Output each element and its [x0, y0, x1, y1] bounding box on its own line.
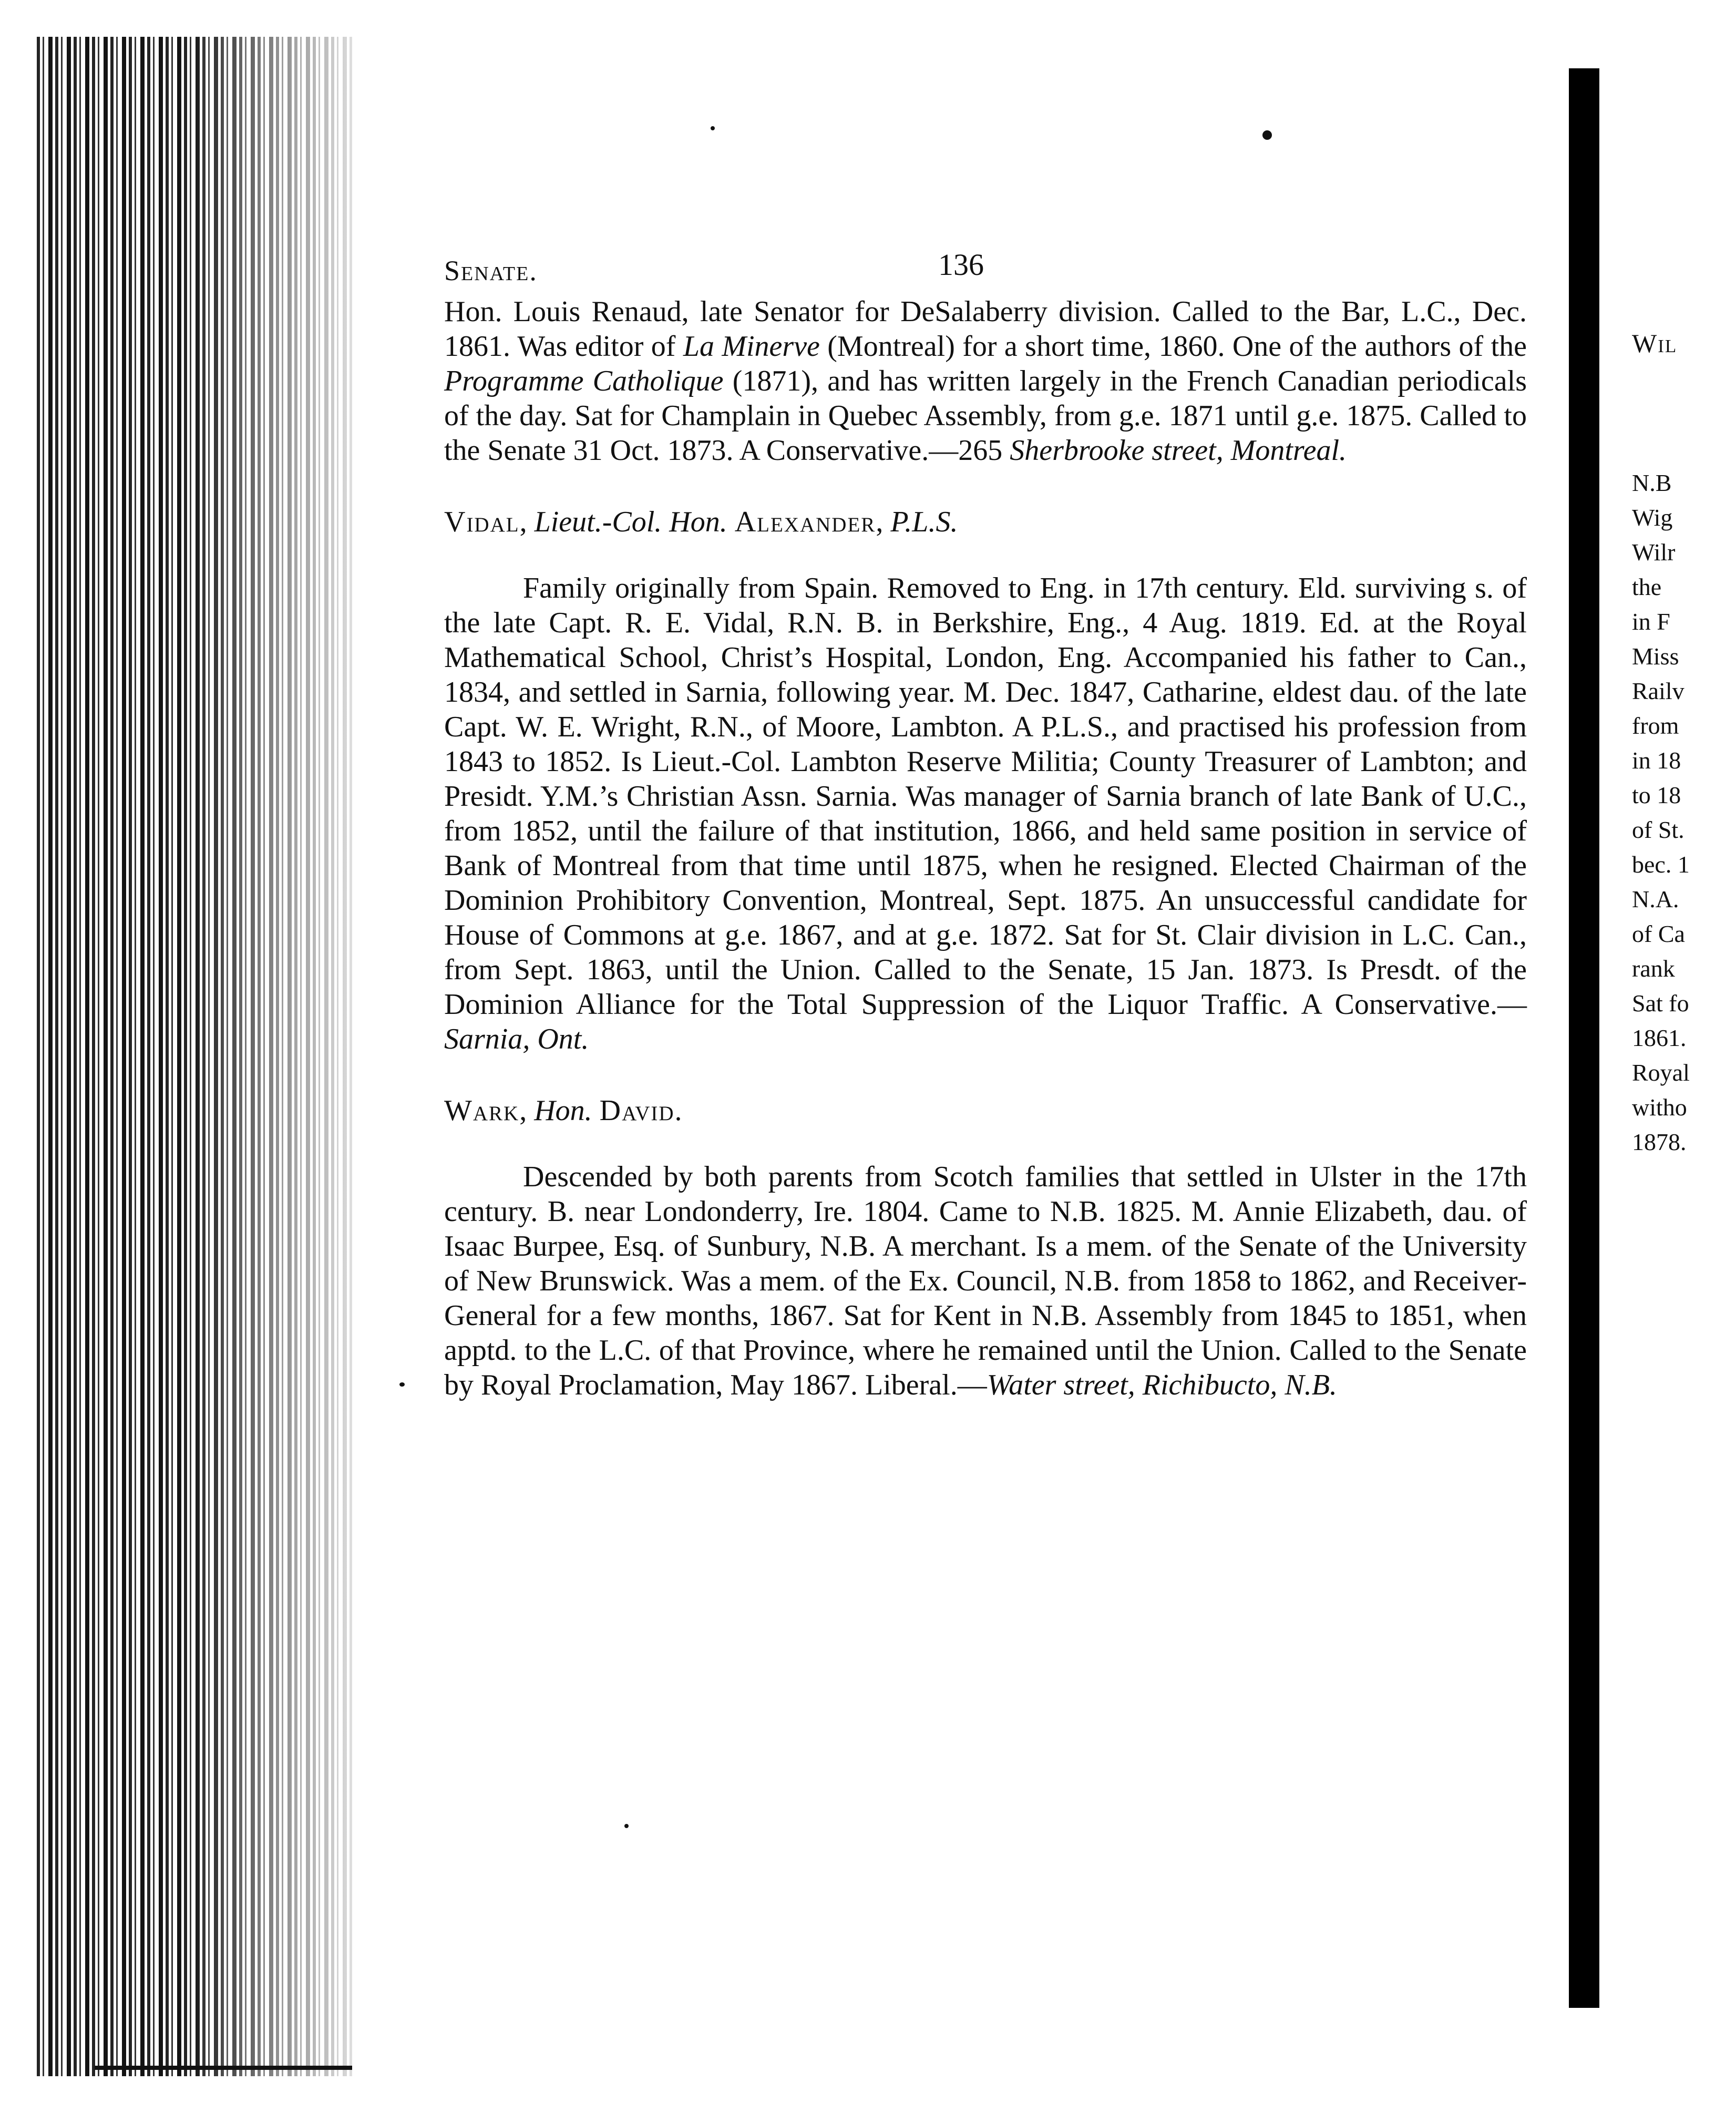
wark-rank: Hon. [534, 1094, 592, 1127]
next-page-line: of Ca [1632, 920, 1685, 947]
next-page-line: to 18 [1632, 782, 1681, 808]
next-page-line: Wig [1632, 504, 1673, 531]
next-page-line: from [1632, 712, 1679, 739]
next-page-line: bec. 1 [1632, 851, 1690, 878]
next-page-line: rank [1632, 955, 1675, 982]
vidal-heading: Vidal, Lieut.-Col. Hon. Alexander, P.L.S. [444, 506, 958, 538]
renaud-text-2: (Montreal) for a short time, 1860. One of the authors of the [819, 330, 1527, 363]
page-text-column [444, 247, 1527, 1402]
wark-address: Water street, Richibucto, N.B. [987, 1369, 1337, 1401]
book-gutter-shadow [1569, 68, 1599, 2008]
wark-surname: Wark [444, 1094, 520, 1127]
wark-given-name: David. [599, 1094, 683, 1127]
next-page-line: N.A. [1632, 886, 1679, 912]
renaud-text-3: (1871), and has written largely in the French Canadian periodicals of the day. Sat for Champlain in Quebec Assembly, from g.e. 1871 until g.e. 1875. Called to the Senate 31 Oct. 1873. A Conservative.—265 [444, 365, 1527, 467]
vidal-address: Sarnia, Ont. [444, 1023, 589, 1055]
renaud-newspaper-title: La Minerve [683, 330, 820, 363]
wark-heading: Wark, Hon. David. [444, 1094, 683, 1127]
next-page-fragment [1632, 326, 1736, 1160]
next-page-line: Wilr [1632, 539, 1676, 566]
next-page-line: the [1632, 573, 1662, 600]
running-head-section: Senate. [444, 255, 538, 286]
next-page-line: Sat fo [1632, 990, 1689, 1017]
vidal-given-name: Alexander [734, 506, 876, 538]
scan-speck [711, 126, 715, 130]
running-head [444, 247, 1527, 294]
renaud-address: Sherbrooke street, Montreal. [1010, 434, 1347, 467]
renaud-text-1: Hon. Louis Renaud, late Senator for DeSalaberry division. Called to the Bar, L.C., Dec. 1861. Was editor of [444, 295, 1527, 363]
book-page-edge-base [95, 2066, 352, 2070]
renaud-entry [444, 294, 1527, 468]
wark-entry [444, 1160, 1527, 1402]
page-number: 136 [938, 248, 984, 282]
next-page-line: Royal [1632, 1059, 1690, 1086]
renaud-programme-title: Programme Catholique [444, 365, 724, 397]
vidal-postnominal: P.L.S. [890, 506, 958, 538]
next-page-line: 1861. [1632, 1024, 1687, 1051]
next-page-line: 1878. [1632, 1129, 1687, 1155]
next-page-line: witho [1632, 1094, 1687, 1121]
next-page-line: N.B [1632, 469, 1672, 496]
scan-speck [1262, 130, 1272, 140]
next-page-line: Railv [1632, 678, 1684, 704]
vidal-surname: Vidal [444, 506, 520, 538]
wark-body: Descended by both parents from Scotch families that settled in Ulster in the 17th century. B. near Londonderry, Ire. 1804. Came to N.B. 1825. M. Annie Elizabeth, dau. of Isaac Burpee, Esq. of Sunbury, N.B. A merchant. Is a mem. of the Senate of the University of New Brunswick. Was a mem. of the Ex. Council, N.B. from 1858 to 1862, and Receiver-General for a few months, 1867. Sat for Kent in N.B. Assembly from 1845 to 1851, when apptd. to the L.C. of that Province, where he remained until the Union. Called to the Senate by Royal Proclamation, May 1867. Liberal.— [444, 1161, 1527, 1401]
next-page-heading: Wil [1632, 329, 1678, 358]
vidal-entry [444, 571, 1527, 1056]
next-page-line: of St. [1632, 816, 1684, 843]
scan-speck [624, 1824, 629, 1828]
next-page-line: in F [1632, 608, 1670, 635]
book-page-edge-shading [189, 37, 352, 2076]
next-page-line: Miss [1632, 643, 1679, 670]
vidal-body: Family originally from Spain. Removed to Eng. in 17th century. Eld. surviving s. of the late Capt. R. E. Vidal, R.N. B. in Berkshire, Eng., 4 Aug. 1819. Ed. at the Royal Mathematical School, Christ’s Hospital, London, Eng. Accompanied his father to Can., 1834, and settled in Sarnia, following year. M. Dec. 1847, Catharine, eldest dau. of the late Capt. W. E. Wright, R.N., of Moore, Lambton. A P.L.S., and practised his profession from 1843 to 1852. Is Lieut.-Col. Lambton Reserve Militia; County Treasurer of Lambton; and Presidt. Y.M.’s Christian Assn. Sarnia. Was manager of Sarnia branch of late Bank of U.C., from 1852, until the failure of that institution, 1866, and held same position in service of Bank of Montreal from that time until 1875, when he resigned. Elected Chairman of the Dominion Prohibitory Convention, Montreal, Sept. 1875. An unsuccessful candidate for House of Commons at g.e. 1867, and at g.e. 1872. Sat for St. Clair division in L.C. Can., from Sept. 1863, until the Union. Called to the Senate, 15 Jan. 1873. Is Presdt. of the Dominion Alliance for the Total Suppression of the Liquor Traffic. A Conservative.— [444, 572, 1527, 1021]
vidal-rank: Lieut.-Col. Hon. [534, 506, 727, 538]
next-page-line: in 18 [1632, 747, 1681, 774]
scan-speck [399, 1382, 405, 1387]
